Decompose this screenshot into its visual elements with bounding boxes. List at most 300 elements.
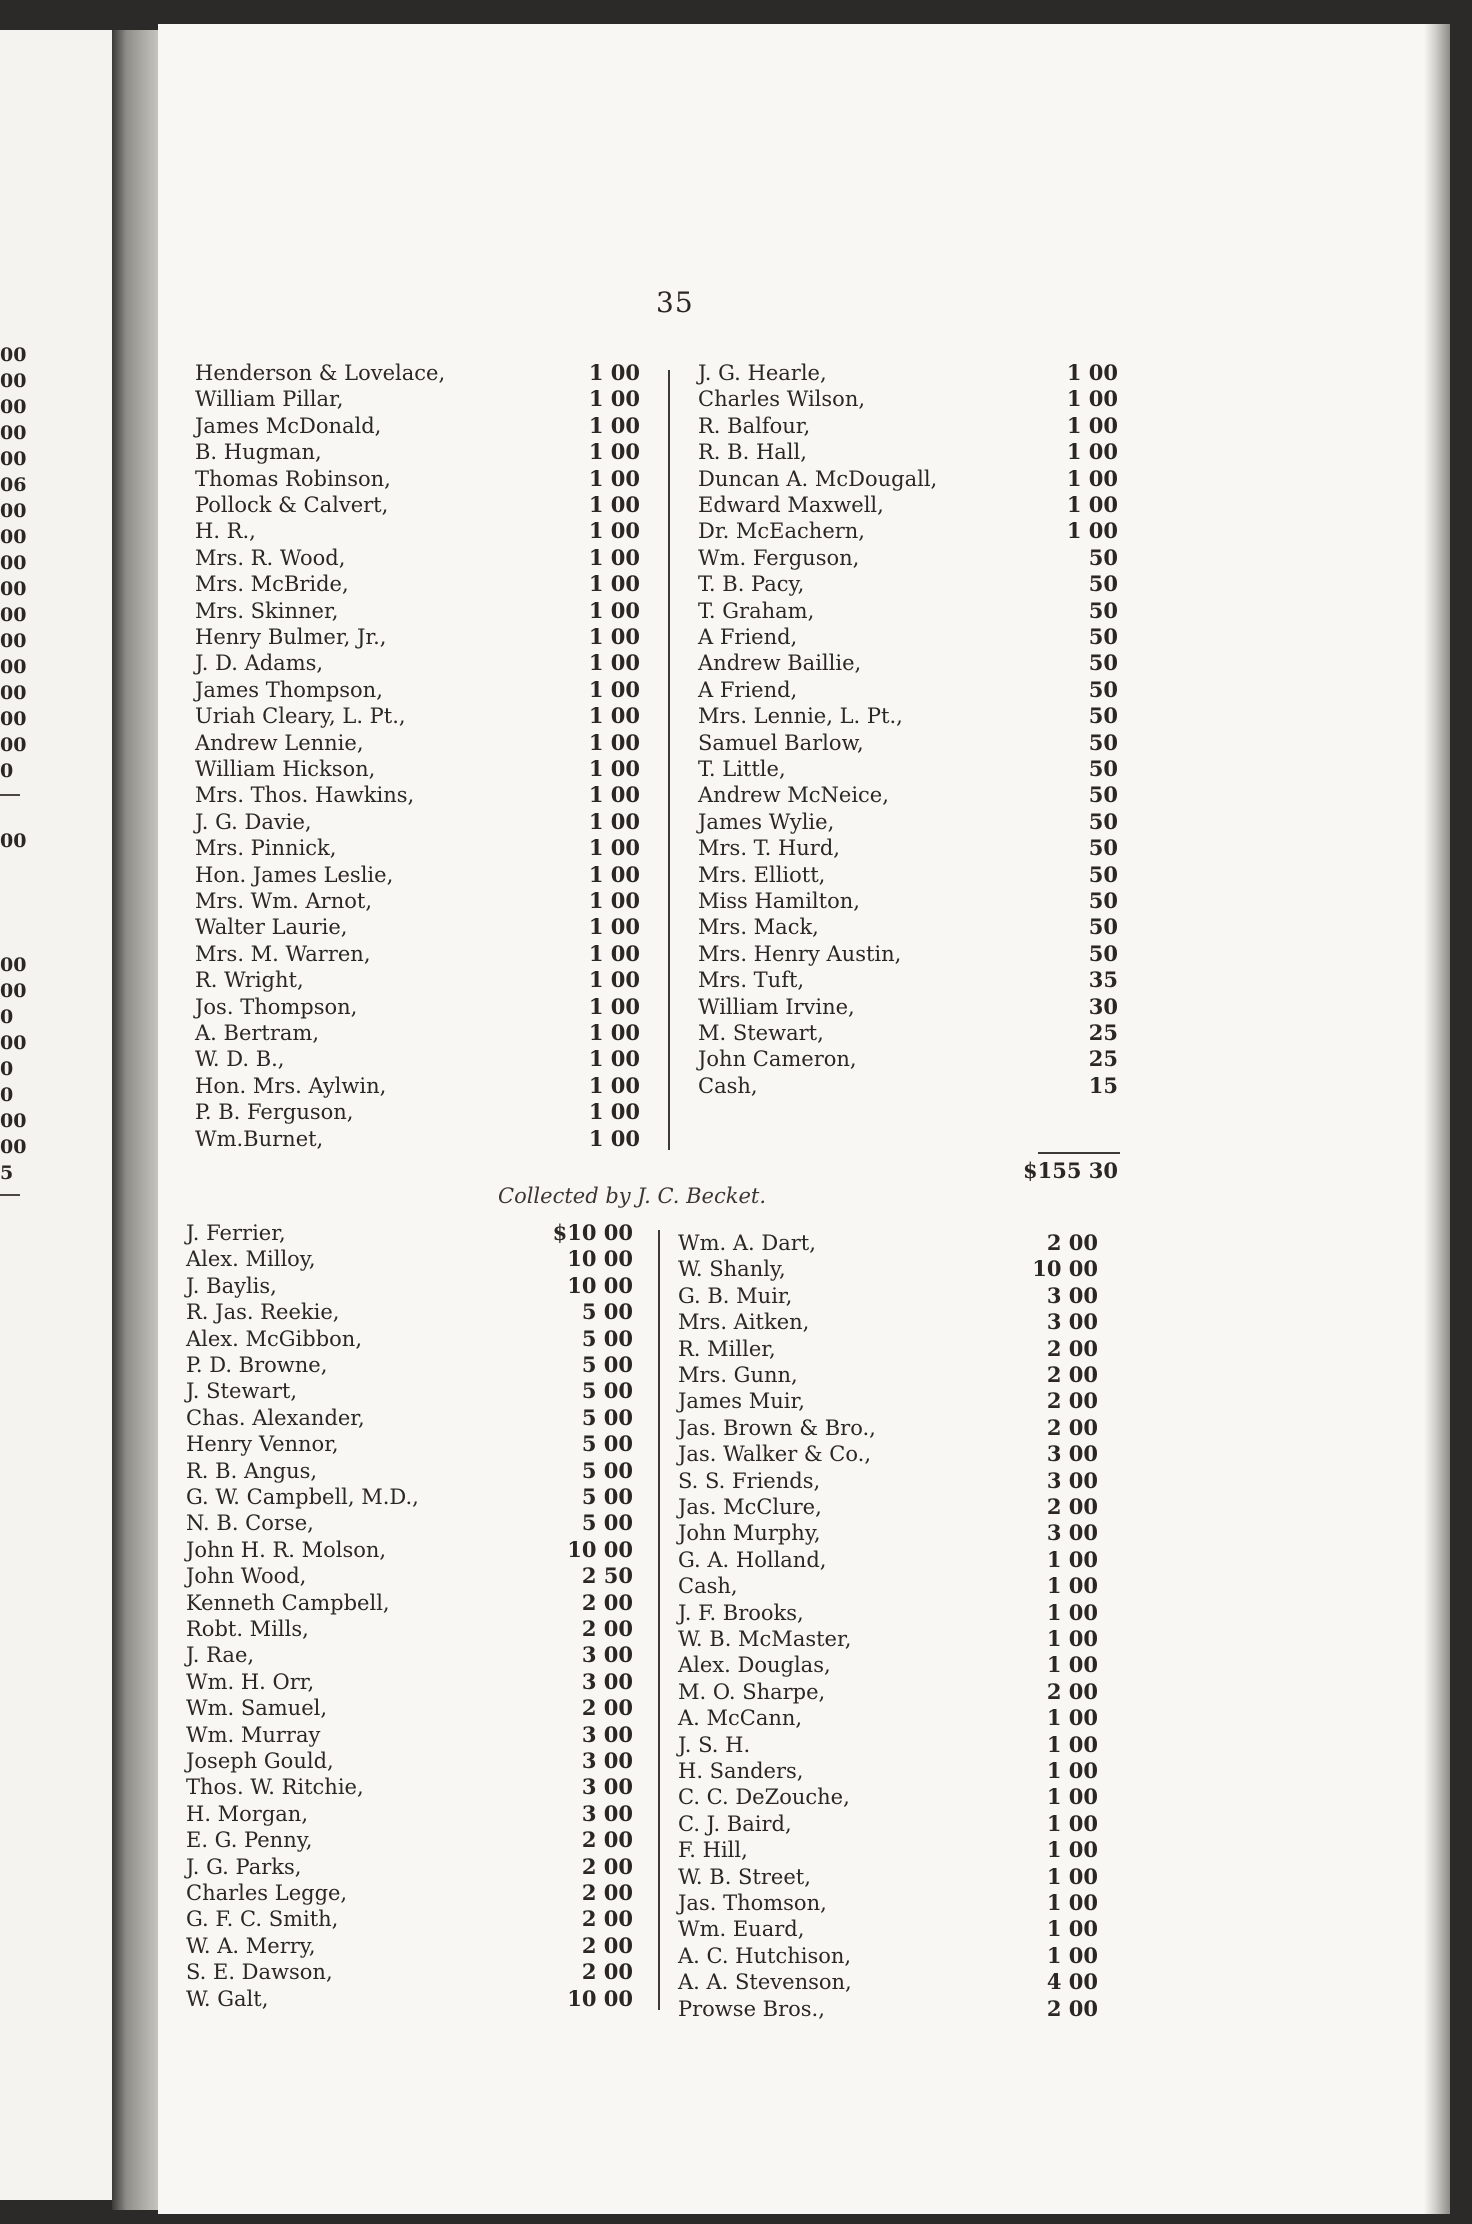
contributor-name: Alex. Milloy, <box>186 1247 316 1272</box>
contributor-name: Henry Bulmer, Jr., <box>195 625 387 649</box>
contributor-name: Alex. Douglas, <box>678 1653 831 1678</box>
contribution-amount: 2 00 <box>581 1880 633 1905</box>
ledger-row <box>195 650 640 676</box>
contribution-amount: 3 00 <box>581 1642 633 1668</box>
contributor-name: J. Rae, <box>186 1643 255 1668</box>
ledger-row <box>698 835 1118 861</box>
contribution-amount: 3 00 <box>1046 1309 1098 1335</box>
section1-column-divider <box>668 370 670 1150</box>
ledger-row <box>678 1468 1098 1494</box>
ledger-row <box>186 1405 633 1431</box>
ledger-row <box>195 677 640 703</box>
ledger-row <box>698 360 1118 386</box>
contribution-amount: 25 <box>1088 1020 1118 1045</box>
contributor-name: Wm. H. Orr, <box>186 1669 315 1694</box>
contribution-amount: 1 00 <box>1066 439 1118 465</box>
contributor-name: J. Ferrier, <box>186 1221 286 1245</box>
previous-page-amount: 00 <box>0 682 27 704</box>
ledger-row <box>678 1309 1098 1335</box>
contribution-amount: 1 00 <box>1046 1758 1098 1783</box>
previous-page-amount: 0 <box>0 1084 14 1106</box>
contribution-amount: 1 00 <box>588 940 640 966</box>
contributor-name: Mrs. Lennie, L. Pt., <box>698 704 903 729</box>
contribution-amount: 30 <box>1088 993 1118 1019</box>
contributor-name: J. G. Parks, <box>186 1854 302 1879</box>
contributor-name: Prowse Bros., <box>678 1996 825 2021</box>
page-edge <box>1424 24 1450 2214</box>
ledger-row <box>698 862 1118 888</box>
contributor-name: S. S. Friends, <box>678 1468 821 1493</box>
contributor-name: Wm. Ferguson, <box>698 545 860 570</box>
ledger-row <box>698 967 1118 993</box>
ledger-row <box>186 1246 633 1272</box>
contributor-name: Jas. Walker & Co., <box>678 1442 871 1467</box>
contribution-amount: 5 00 <box>581 1378 633 1404</box>
contribution-amount: 1 00 <box>588 1020 640 1045</box>
ledger-row <box>678 1943 1098 1969</box>
contributor-name: John H. R. Molson, <box>186 1537 387 1562</box>
contribution-amount: 1 00 <box>588 386 640 412</box>
contributor-name: Mrs. T. Hurd, <box>698 836 840 861</box>
contributor-name: M. Stewart, <box>698 1021 824 1045</box>
ledger-row <box>186 1695 633 1721</box>
contributor-name: B. Hugman, <box>195 440 322 465</box>
ledger-row <box>698 703 1118 729</box>
previous-page-amount: 00 <box>0 370 27 392</box>
contributor-name: R. Miller, <box>678 1336 776 1361</box>
previous-page-edge <box>0 30 118 2200</box>
contributor-name: Joseph Gould, <box>186 1749 334 1773</box>
contributor-name: Jas. Thomson, <box>678 1891 827 1915</box>
contribution-amount: 1 00 <box>1046 1599 1098 1625</box>
contributor-name: Jas. McClure, <box>678 1495 822 1519</box>
contributor-name: John Cameron, <box>698 1047 857 1072</box>
ledger-row <box>186 1220 633 1246</box>
ledger-row <box>186 1484 633 1510</box>
contributor-name: J. F. Brooks, <box>678 1600 804 1625</box>
contribution-amount: 10 00 <box>567 1272 633 1298</box>
previous-page-amount: 00 <box>0 344 27 366</box>
contribution-amount: 1 00 <box>1046 1546 1098 1572</box>
ledger-row <box>678 1388 1098 1414</box>
ledger-row <box>186 1352 633 1378</box>
ledger-row <box>195 730 640 756</box>
contribution-amount: 50 <box>1088 544 1118 570</box>
ledger-row <box>698 439 1118 465</box>
contributor-name: A Friend, <box>698 625 798 649</box>
contribution-amount: 2 00 <box>581 1827 633 1853</box>
ledger-row <box>698 914 1118 940</box>
contributor-name: A. A. Stevenson, <box>678 1970 852 1995</box>
section-heading: Collected by J. C. Becket. <box>498 1184 766 1208</box>
contribution-amount: 1 00 <box>588 571 640 597</box>
ledger-row <box>698 386 1118 412</box>
contributor-name: R. Wright, <box>195 968 304 993</box>
ledger-row <box>678 1494 1098 1520</box>
contribution-amount: 50 <box>1088 676 1118 702</box>
ledger-row <box>186 1774 633 1800</box>
contributor-name: Mrs. Thos. Hawkins, <box>195 783 415 808</box>
contribution-amount: 1 00 <box>588 888 640 913</box>
previous-page-amount: 00 <box>0 734 27 756</box>
ledger-row <box>195 862 640 888</box>
contributor-name: Mrs. Gunn, <box>678 1363 798 1387</box>
previous-page-amount: 06 <box>0 474 27 496</box>
ledger-row <box>186 1986 633 2012</box>
ledger-row <box>678 1705 1098 1731</box>
ledger-row <box>698 994 1118 1020</box>
contribution-amount: 1 00 <box>588 729 640 755</box>
contribution-amount: 50 <box>1088 703 1118 729</box>
ledger-row <box>678 1441 1098 1467</box>
ledger-row <box>186 1722 633 1748</box>
contribution-amount: 2 00 <box>1046 1362 1098 1387</box>
contribution-amount: 50 <box>1088 650 1118 676</box>
contribution-amount: 1 00 <box>1066 465 1118 491</box>
contribution-amount: 50 <box>1088 729 1118 755</box>
contributor-name: J. G. Hearle, <box>698 361 827 385</box>
ledger-row <box>698 756 1118 782</box>
ledger-row <box>195 1020 640 1046</box>
contribution-amount: 50 <box>1088 808 1118 834</box>
contribution-amount: 2 00 <box>1046 1414 1098 1440</box>
contributor-name: Hon. James Leslie, <box>195 862 394 887</box>
contributor-name: W. Galt, <box>186 1986 269 2011</box>
ledger-row <box>186 1510 633 1536</box>
ledger-row <box>698 809 1118 835</box>
contributor-name: Mrs. Wm. Arnot, <box>195 889 373 913</box>
contributor-name: Mrs. R. Wood, <box>195 545 346 570</box>
contributor-name: W. Shanly, <box>678 1257 786 1282</box>
previous-page-amount: 0 <box>0 760 14 782</box>
ledger-row <box>195 518 640 544</box>
ledger-row <box>195 703 640 729</box>
contribution-amount: 1 00 <box>588 967 640 993</box>
ledger-row <box>195 624 640 650</box>
previous-page-amount: 00 <box>0 656 27 678</box>
ledger-row <box>195 941 640 967</box>
ledger-row <box>698 888 1118 914</box>
ledger-row <box>186 1854 633 1880</box>
contribution-amount: 5 00 <box>581 1484 633 1509</box>
contribution-amount: 2 00 <box>581 1906 633 1932</box>
contributor-name: James Thompson, <box>195 677 383 702</box>
ledger-row <box>186 1299 633 1325</box>
contribution-amount: 1 00 <box>588 650 640 676</box>
contributor-name: Mrs. McBride, <box>195 572 349 597</box>
contribution-amount: 1 00 <box>1046 1837 1098 1863</box>
ledger-row <box>678 1996 1098 2022</box>
ledger-row <box>678 1837 1098 1863</box>
contribution-amount: 1 00 <box>588 439 640 465</box>
ledger-row <box>195 386 640 412</box>
contribution-amount: 2 00 <box>1046 1230 1098 1255</box>
ledger-row <box>195 835 640 861</box>
ledger-row <box>678 1652 1098 1678</box>
contributor-name: Walter Laurie, <box>195 915 348 940</box>
ledger-row <box>678 1230 1098 1256</box>
contributor-name: Thomas Robinson, <box>195 466 391 491</box>
ledger-row <box>195 492 640 518</box>
contribution-amount: $10 00 <box>552 1220 633 1245</box>
ledger-row <box>698 650 1118 676</box>
contributor-name: J. Stewart, <box>186 1379 298 1404</box>
ledger-row <box>698 624 1118 650</box>
ledger-row <box>186 1563 633 1589</box>
ledger-row <box>698 1073 1118 1099</box>
previous-page-amount: 00 <box>0 552 27 574</box>
page-number: 35 <box>656 286 694 319</box>
contribution-amount: 3 00 <box>581 1800 633 1826</box>
contributor-name: P. D. Browne, <box>186 1353 328 1377</box>
contributor-name: James Muir, <box>678 1389 805 1414</box>
contribution-amount: 2 00 <box>581 1932 633 1958</box>
contribution-amount: 1 00 <box>1066 412 1118 438</box>
contribution-amount: 50 <box>1088 782 1118 808</box>
contribution-amount: 5 00 <box>581 1299 633 1325</box>
contributor-name: T. B. Pacy, <box>698 572 805 597</box>
contribution-amount: 5 00 <box>581 1510 633 1536</box>
ledger-row <box>186 1458 633 1484</box>
contribution-amount: 3 00 <box>1046 1467 1098 1493</box>
contribution-amount: 1 00 <box>1046 1863 1098 1889</box>
contributor-name: C. C. DeZouche, <box>678 1785 850 1810</box>
contribution-amount: 2 00 <box>581 1589 633 1615</box>
contributor-name: J. Baylis, <box>186 1273 277 1298</box>
ledger-row <box>186 1326 633 1352</box>
contributor-name: James Wylie, <box>698 809 835 834</box>
contribution-amount: 50 <box>1088 861 1118 887</box>
contributor-name: Henry Vennor, <box>186 1432 339 1457</box>
ledger-row <box>698 413 1118 439</box>
contributor-name: Cash, <box>698 1073 758 1098</box>
contributor-name: J. S. H. <box>678 1732 751 1757</box>
ledger-row <box>678 1732 1098 1758</box>
ledger-row <box>186 1616 633 1642</box>
contribution-amount: 1 00 <box>588 914 640 940</box>
contributor-name: Andrew McNeice, <box>698 783 889 808</box>
contribution-amount: 5 00 <box>581 1431 633 1457</box>
previous-page-amount: 00 <box>0 578 27 600</box>
contribution-amount: 50 <box>1088 888 1118 913</box>
contribution-amount: 4 00 <box>1046 1969 1098 1995</box>
contribution-amount: 3 00 <box>581 1748 633 1773</box>
contributor-name: R. B. Angus, <box>186 1458 318 1483</box>
section1-total-rule <box>1038 1152 1120 1154</box>
contributor-name: Jas. Brown & Bro., <box>678 1415 876 1440</box>
ledger-row <box>698 571 1118 597</box>
ledger-row <box>195 545 640 571</box>
previous-page-amount: 00 <box>0 708 27 730</box>
contribution-amount: 50 <box>1088 571 1118 597</box>
ledger-row <box>186 1273 633 1299</box>
ledger-row <box>195 413 640 439</box>
contribution-amount: 1 00 <box>588 861 640 887</box>
contribution-amount: 5 00 <box>581 1457 633 1483</box>
previous-page-amount: 00 <box>0 422 27 444</box>
contributor-name: T. Little, <box>698 757 786 781</box>
contributor-name: Robt. Mills, <box>186 1617 309 1641</box>
contribution-amount: 35 <box>1088 967 1118 993</box>
ledger-row <box>186 1431 633 1457</box>
contributor-name: G. B. Muir, <box>678 1283 793 1308</box>
contributor-name: Edward Maxwell, <box>698 493 884 517</box>
contribution-amount: 1 00 <box>588 597 640 623</box>
contribution-amount: 2 00 <box>1046 1678 1098 1704</box>
ledger-row <box>678 1679 1098 1705</box>
contribution-amount: 2 00 <box>581 1695 633 1721</box>
contribution-amount: 1 00 <box>1046 1916 1098 1942</box>
contribution-amount: 1 00 <box>588 756 640 781</box>
ledger-row <box>678 1283 1098 1309</box>
ledger-row <box>678 1600 1098 1626</box>
contributor-name: C. J. Baird, <box>678 1811 792 1836</box>
contribution-amount: 2 00 <box>1046 1388 1098 1414</box>
contributor-name: N. B. Corse, <box>186 1511 314 1536</box>
ledger-row <box>195 1073 640 1099</box>
contribution-amount: 1 00 <box>588 835 640 861</box>
ledger-row <box>698 545 1118 571</box>
contributor-name: F. Hill, <box>678 1838 748 1863</box>
previous-page-amount: 00 <box>0 396 27 418</box>
ledger-row <box>186 1906 633 1932</box>
contribution-amount: 25 <box>1088 1046 1118 1072</box>
contribution-amount: 2 00 <box>581 1853 633 1879</box>
contributor-name: Miss Hamilton, <box>698 889 860 913</box>
contributor-name: Samuel Barlow, <box>698 730 864 755</box>
previous-page-amount: 0 <box>0 1006 14 1028</box>
ledger-row <box>698 782 1118 808</box>
contribution-amount: 2 00 <box>1046 1494 1098 1519</box>
contributor-name: Wm. Euard, <box>678 1917 805 1942</box>
contribution-amount: 1 00 <box>588 808 640 834</box>
contribution-amount: 10 00 <box>1032 1256 1098 1282</box>
ledger-row <box>195 914 640 940</box>
ledger-row <box>195 994 640 1020</box>
contributor-name: Wm. Samuel, <box>186 1696 328 1721</box>
contribution-amount: 1 00 <box>1066 360 1118 385</box>
contributor-name: James McDonald, <box>195 413 382 438</box>
ledger-row <box>186 1827 633 1853</box>
contribution-amount: 1 00 <box>588 1046 640 1072</box>
book-gutter <box>112 30 160 2210</box>
contributor-name: W. B. Street, <box>678 1864 811 1889</box>
ledger-row <box>698 492 1118 518</box>
contribution-amount: 50 <box>1088 624 1118 649</box>
ledger-row <box>186 1959 633 1985</box>
previous-page-amount: 00 <box>0 1110 27 1132</box>
contributor-name: William Pillar, <box>195 387 344 412</box>
contributor-name: Mrs. Henry Austin, <box>698 941 902 966</box>
contribution-amount: 2 00 <box>581 1616 633 1641</box>
ledger-row <box>698 518 1118 544</box>
contribution-amount: 1 00 <box>588 465 640 491</box>
ledger-row <box>195 782 640 808</box>
contributor-name: A. C. Hutchison, <box>678 1943 852 1968</box>
contribution-amount: 10 00 <box>567 1246 633 1272</box>
contributor-name: G. A. Holland, <box>678 1547 827 1572</box>
contribution-amount: 5 00 <box>581 1352 633 1377</box>
ledger-row <box>186 1669 633 1695</box>
contributor-name: Dr. McEachern, <box>698 519 865 544</box>
previous-page-amount: 00 <box>0 830 27 852</box>
contributor-name: John Wood, <box>186 1564 307 1589</box>
contributor-name: H. Sanders, <box>678 1759 804 1783</box>
previous-page-amount: 00 <box>0 604 27 626</box>
ledger-row <box>195 598 640 624</box>
previous-page-amount: 0 <box>0 1058 14 1080</box>
contribution-amount: 2 00 <box>581 1959 633 1985</box>
contribution-amount: 15 <box>1088 1072 1118 1098</box>
contribution-amount: 3 00 <box>581 1721 633 1747</box>
ledger-row <box>195 967 640 993</box>
contributor-name: Uriah Cleary, L. Pt., <box>195 704 406 729</box>
contribution-amount: 1 00 <box>588 993 640 1019</box>
contribution-amount: 1 00 <box>588 676 640 702</box>
ledger-row <box>698 730 1118 756</box>
ledger-row <box>698 1020 1118 1046</box>
contributor-name: A. McCann, <box>678 1706 803 1731</box>
contributor-name: Mrs. Tuft, <box>698 968 805 993</box>
contribution-amount: 3 00 <box>1046 1441 1098 1467</box>
contributor-name: Andrew Lennie, <box>195 730 364 755</box>
ledger-row <box>698 941 1118 967</box>
contributor-name: William Hickson, <box>195 757 376 781</box>
ledger-row <box>195 571 640 597</box>
contributor-name: Cash, <box>678 1574 738 1599</box>
contribution-amount: 1 00 <box>1066 492 1118 517</box>
ledger-row <box>195 439 640 465</box>
contribution-amount: 2 00 <box>1046 1995 1098 2021</box>
contributor-name: Chas. Alexander, <box>186 1405 365 1430</box>
contributor-name: W. B. McMaster, <box>678 1627 852 1651</box>
contribution-amount: 1 00 <box>588 1125 640 1151</box>
contributor-name: Mrs. Mack, <box>698 915 819 940</box>
contribution-amount: 5 00 <box>581 1404 633 1430</box>
contributor-name: G. W. Campbell, M.D., <box>186 1485 419 1509</box>
ledger-row <box>698 598 1118 624</box>
contributor-name: W. D. B., <box>195 1047 285 1072</box>
contribution-amount: 1 00 <box>588 782 640 808</box>
contribution-amount: 3 00 <box>1046 1282 1098 1308</box>
ledger-row <box>195 360 640 386</box>
contributor-name: E. G. Penny, <box>186 1828 313 1853</box>
ledger-row <box>195 756 640 782</box>
contribution-amount: 1 00 <box>1046 1626 1098 1651</box>
contributor-name: P. B. Ferguson, <box>195 1100 354 1125</box>
contribution-amount: 1 00 <box>588 624 640 649</box>
contribution-amount: 1 00 <box>1046 1705 1098 1731</box>
ledger-row <box>698 466 1118 492</box>
book-page <box>158 24 1450 2214</box>
ledger-row <box>186 1642 633 1668</box>
contributor-name: Mrs. Skinner, <box>195 598 339 623</box>
contribution-amount: 1 00 <box>1046 1784 1098 1810</box>
ledger-row <box>678 1336 1098 1362</box>
ledger-row <box>678 1864 1098 1890</box>
ledger-row <box>678 1626 1098 1652</box>
contribution-amount: 1 00 <box>1046 1573 1098 1599</box>
ledger-row <box>195 1046 640 1072</box>
contribution-amount: 50 <box>1088 756 1118 781</box>
contribution-amount: 1 00 <box>1046 1890 1098 1915</box>
contribution-amount: 1 00 <box>588 518 640 544</box>
contributor-name: Kenneth Campbell, <box>186 1590 390 1615</box>
contributor-name: Wm. A. Dart, <box>678 1231 816 1255</box>
contributor-name: A Friend, <box>698 677 798 702</box>
ledger-row <box>678 1969 1098 1995</box>
contributor-name: M. O. Sharpe, <box>678 1679 826 1704</box>
